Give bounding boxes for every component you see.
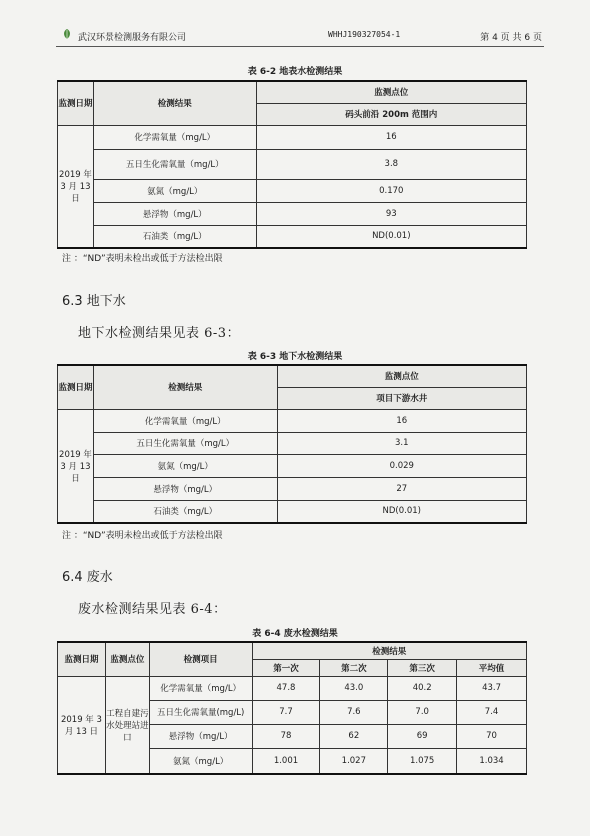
item-label: 悬浮物（mg/L） [149, 724, 252, 748]
col-header-point: 监测点位 [277, 365, 526, 387]
table-6-2-caption: 表 6-2 地表水检测结果 [247, 67, 343, 77]
value-first: 78 [252, 724, 320, 748]
col-header-point: 监测点位 [105, 642, 149, 676]
page-header [56, 26, 544, 47]
company-name: 武汉环景检测服务有限公司 [78, 33, 187, 43]
value-second: 43.0 [320, 676, 388, 700]
col-header-item: 检测结果 [93, 365, 277, 409]
item-value: 93 [256, 202, 526, 225]
item-label: 石油类（mg/L） [93, 225, 256, 248]
value-first: 47.8 [252, 676, 320, 700]
col-header-date: 监测日期 [58, 642, 106, 676]
item-label: 氨氮（mg/L） [93, 179, 256, 202]
value-third: 40.2 [388, 676, 457, 700]
item-label: 化学需氧量（mg/L） [93, 125, 256, 149]
item-label: 石油类（mg/L） [93, 500, 277, 523]
company-logo-icon [60, 28, 74, 40]
col-header-date: 监测日期 [58, 81, 94, 125]
col-header-item: 检测结果 [93, 81, 256, 125]
section-6-3-heading: 6.3 地下水 [62, 294, 126, 309]
section-6-4-heading: 6.4 废水 [62, 570, 113, 585]
col-header-item: 检测项目 [149, 642, 252, 676]
value-first: 1.001 [252, 748, 320, 774]
report-code: WHHJ190327054-1 [328, 30, 401, 39]
item-label: 五日生化需氧量（mg/L） [93, 432, 277, 454]
value-second: 62 [320, 724, 388, 748]
wastewater-table [57, 641, 527, 775]
sample-date: 2019 年 3 月 13 日 [58, 125, 94, 248]
item-label: 五日生化需氧量(mg/L) [149, 700, 252, 724]
item-value: 3.8 [256, 149, 526, 179]
page-number: 第 4 页 共 6 页 [480, 33, 542, 43]
col-header-results: 检测结果 [252, 642, 526, 659]
item-value: 3.1 [277, 432, 526, 454]
item-value: 0.170 [256, 179, 526, 202]
groundwater-table [57, 364, 527, 524]
table-6-3-note: 注 ：“ND”表明未检出或低于方法检出限 [62, 531, 223, 541]
sample-date: 2019 年 3 月 13 日 [58, 676, 106, 774]
item-label: 氨氮（mg/L） [149, 748, 252, 774]
sub-col-first: 第一次 [252, 659, 320, 676]
item-value: 0.029 [277, 454, 526, 477]
col-header-point: 监测点位 [256, 81, 526, 103]
value-average: 43.7 [457, 676, 527, 700]
value-average: 7.4 [457, 700, 527, 724]
item-label: 悬浮物（mg/L） [93, 202, 256, 225]
table-6-2-note: 注 ：“ND”表明未检出或低于方法检出限 [62, 254, 223, 264]
value-average: 1.034 [457, 748, 527, 774]
section-6-4-intro: 废水检测结果见表 6-4： [78, 602, 227, 617]
sub-col-third: 第三次 [388, 659, 457, 676]
value-first: 7.7 [252, 700, 320, 724]
sub-col-second: 第二次 [320, 659, 388, 676]
section-6-3-intro: 地下水检测结果见表 6-3： [78, 326, 241, 341]
sample-point: 工程自建污水处理站进口 [105, 676, 149, 774]
item-value: 27 [277, 477, 526, 500]
item-label: 五日生化需氧量（mg/L） [93, 149, 256, 179]
value-second: 7.6 [320, 700, 388, 724]
sample-date: 2019 年 3 月 13 日 [58, 409, 94, 523]
item-label: 悬浮物（mg/L） [93, 477, 277, 500]
item-value: 16 [277, 409, 526, 432]
item-value: 16 [256, 125, 526, 149]
sub-col-average: 平均值 [457, 659, 527, 676]
item-label: 化学需氧量（mg/L） [149, 676, 252, 700]
value-third: 1.075 [388, 748, 457, 774]
point-name: 项目下游水井 [277, 387, 526, 409]
table-6-4-caption: 表 6-4 废水检测结果 [252, 629, 338, 639]
value-average: 70 [457, 724, 527, 748]
value-third: 69 [388, 724, 457, 748]
table-6-3-caption: 表 6-3 地下水检测结果 [247, 352, 343, 362]
item-label: 化学需氧量（mg/L） [93, 409, 277, 432]
item-value: ND(0.01) [256, 225, 526, 248]
value-third: 7.0 [388, 700, 457, 724]
surface-water-table [57, 80, 527, 249]
item-label: 氨氮（mg/L） [93, 454, 277, 477]
point-name: 码头前沿 200m 范围内 [256, 103, 526, 125]
col-header-date: 监测日期 [58, 365, 94, 409]
value-second: 1.027 [320, 748, 388, 774]
item-value: ND(0.01) [277, 500, 526, 523]
